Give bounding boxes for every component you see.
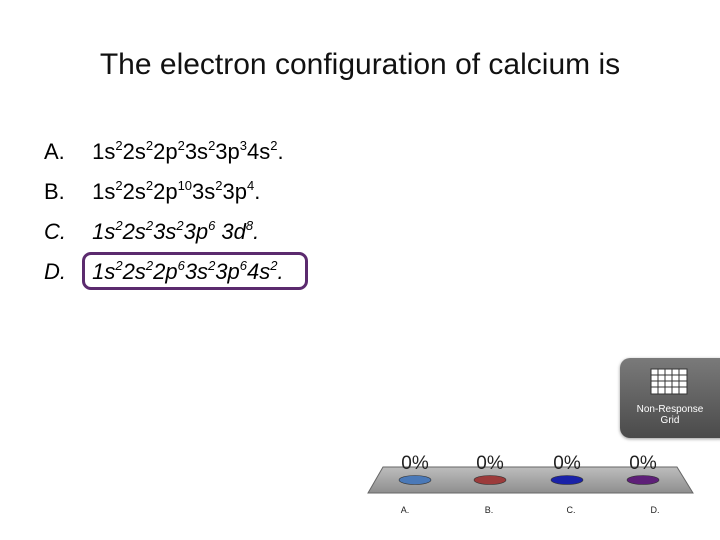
- option-c[interactable]: [44, 212, 284, 252]
- electron-count-superscript: 2: [177, 138, 185, 153]
- percent-label-b: 0%: [476, 453, 504, 474]
- option-letter: B.: [44, 179, 65, 204]
- electron-count-superscript: 6: [208, 218, 216, 233]
- non-response-grid-label: [620, 404, 720, 426]
- electron-count-superscript: 10: [177, 178, 193, 193]
- electron-count-superscript: 2: [145, 138, 154, 153]
- option-d[interactable]: [44, 252, 284, 292]
- nrg-label-line1: Non-Response: [636, 404, 704, 415]
- electron-count-superscript: 2: [215, 178, 223, 193]
- orbital-term: 3p: [183, 219, 209, 244]
- option-b[interactable]: [44, 172, 284, 212]
- option-formula: [92, 179, 260, 204]
- electron-count-superscript: 2: [208, 138, 216, 153]
- orbital-term: 1s: [92, 139, 116, 164]
- axis-label-a: A.: [400, 505, 410, 515]
- electron-count-superscript: 2: [145, 178, 154, 193]
- poll-results-chart: [365, 445, 700, 520]
- answer-options: [44, 132, 284, 292]
- grid-icon: [650, 368, 688, 395]
- non-response-grid-button[interactable]: [620, 358, 720, 438]
- electron-count-superscript: 2: [145, 218, 154, 233]
- percent-label-c: 0%: [553, 453, 581, 474]
- orbital-term: 4s: [247, 259, 271, 284]
- orbital-term: 2s: [122, 179, 146, 204]
- electron-count-superscript: 2: [115, 138, 123, 153]
- orbital-term: 2p: [153, 259, 178, 284]
- option-letter: A.: [44, 139, 65, 164]
- orbital-term: 3s: [184, 139, 209, 164]
- question-title: The electron configuration of calcium is: [99, 48, 621, 81]
- orbital-term: 3s: [184, 259, 209, 284]
- orbital-term: 4s: [247, 139, 271, 164]
- orbital-term: 2s: [122, 219, 146, 244]
- poll-bar-a: [399, 476, 431, 485]
- orbital-term: 2s: [122, 259, 146, 284]
- electron-count-superscript: 6: [239, 258, 248, 273]
- axis-label-d: D.: [650, 505, 660, 515]
- electron-count-superscript: 2: [115, 258, 123, 273]
- orbital-term: 3s: [192, 179, 216, 204]
- nrg-label-line2: Grid: [660, 415, 680, 426]
- percent-label-a: 0%: [401, 453, 429, 474]
- electron-count-superscript: 2: [208, 258, 216, 273]
- axis-label-c: C.: [566, 505, 576, 515]
- electron-count-superscript: 2: [115, 218, 123, 233]
- orbital-term: 3p: [215, 259, 240, 284]
- orbital-term: .: [254, 179, 261, 204]
- orbital-term: .: [277, 259, 284, 284]
- electron-count-superscript: 3: [239, 138, 248, 153]
- electron-count-superscript: 2: [176, 218, 184, 233]
- option-letter: D.: [44, 259, 66, 284]
- orbital-term: 1s: [92, 259, 116, 284]
- percent-label-d: 0%: [629, 453, 657, 474]
- electron-count-superscript: 2: [270, 138, 278, 153]
- orbital-term: 3p: [215, 139, 240, 164]
- orbital-term: 2s: [122, 139, 146, 164]
- orbital-term: 2p: [153, 179, 178, 204]
- poll-bar-c: [551, 476, 583, 485]
- orbital-term: 3s: [153, 219, 177, 244]
- electron-count-superscript: 2: [145, 258, 154, 273]
- poll-bar-d: [627, 476, 659, 485]
- electron-count-superscript: 4: [247, 178, 255, 193]
- electron-count-superscript: 8: [245, 218, 254, 233]
- option-letter: C.: [44, 219, 66, 244]
- orbital-term: 1s: [92, 219, 116, 244]
- orbital-term: .: [277, 139, 284, 164]
- orbital-term: 1s: [92, 179, 116, 204]
- orbital-term: 3p: [222, 179, 248, 204]
- option-formula: [92, 219, 259, 244]
- electron-count-superscript: 2: [115, 178, 123, 193]
- orbital-term: 3d: [215, 219, 246, 244]
- orbital-term: .: [253, 219, 260, 244]
- axis-label-b: B.: [484, 505, 494, 515]
- electron-count-superscript: 6: [177, 258, 185, 273]
- electron-count-superscript: 2: [270, 258, 278, 273]
- correct-answer-highlight: [82, 252, 308, 290]
- orbital-term: 2p: [153, 139, 178, 164]
- option-formula: [92, 139, 284, 164]
- poll-bar-b: [474, 476, 506, 485]
- option-a[interactable]: [44, 132, 284, 172]
